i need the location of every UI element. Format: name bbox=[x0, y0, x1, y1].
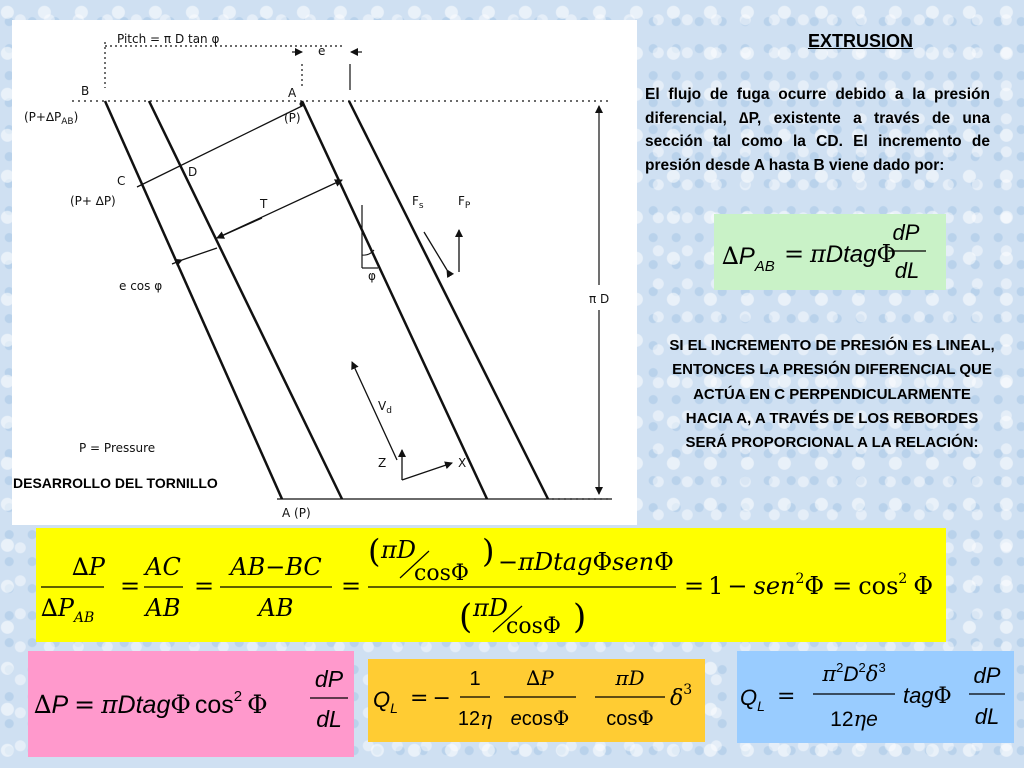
svg-text:cosΦ: cosΦ bbox=[414, 561, 469, 586]
svg-text:∆P=πDtagΦcos2Φ: ∆P = πDtagΦ $\cos^2 \Phi$ bbox=[34, 688, 268, 719]
flight-line bbox=[349, 101, 548, 499]
svg-text:=1−sen2Φ=cos2Φ: = $1 - sen^2\Phi = \cos^2 \Phi$ bbox=[684, 571, 934, 600]
pid-label: π D bbox=[589, 292, 610, 306]
svg-text:AC: AC bbox=[145, 553, 181, 581]
svg-text:1: 1 bbox=[469, 668, 481, 690]
flight-line bbox=[105, 101, 282, 499]
intro-paragraph: El flujo de fuga ocurre debido a la presión diferencial, ∆P, existente a través de una sección tal como la CD. El incremento de presión desde A hasta B viene dado por: bbox=[645, 86, 990, 174]
pitch-label: Pitch = π D tan φ bbox=[117, 32, 220, 46]
pressure-p-label: (P) bbox=[284, 111, 301, 125]
svg-text:πD: πD bbox=[473, 594, 509, 622]
svg-text:=: = bbox=[120, 572, 141, 600]
svg-text:∆PAB: $\Delta P_{AB}$ bbox=[41, 594, 95, 626]
svg-text:=: = bbox=[194, 572, 215, 600]
svg-text:δ3: $\delta^3$ bbox=[670, 682, 693, 711]
svg-text:): ) bbox=[573, 597, 587, 637]
svg-text:=: = bbox=[777, 684, 796, 709]
pressure-ab-label: $(P+\Delta P_{AB})$ bbox=[24, 110, 79, 127]
fs-label: $F_s$ bbox=[412, 194, 424, 211]
svg-text:dP: dP bbox=[314, 666, 344, 692]
svg-text:=: = bbox=[784, 240, 805, 268]
screw-development-diagram bbox=[12, 20, 637, 525]
svg-text:(: ( bbox=[459, 597, 473, 637]
svg-text:dP: dP bbox=[973, 663, 1001, 688]
point-c-label: C bbox=[117, 174, 126, 188]
pressure-dp-label: (P+ ∆P) bbox=[70, 194, 116, 208]
diagram-caption: DESARROLLO DEL TORNILLO bbox=[13, 475, 218, 491]
slide-title: EXTRUSION bbox=[808, 31, 914, 51]
svg-text:12ηe: 12ηe bbox=[830, 707, 878, 731]
ecos-label: e cos φ bbox=[119, 279, 163, 293]
e-dimension-label: e bbox=[318, 44, 326, 58]
svg-text:AB−BC: AB−BC bbox=[230, 553, 322, 581]
ql-leakage-equation-1 bbox=[368, 659, 705, 742]
svg-text:π2D2δ3: $\pi^2D^2\delta^3$ bbox=[822, 660, 886, 686]
svg-text:AB: AB bbox=[145, 594, 181, 622]
svg-text:12η: 12η bbox=[457, 706, 493, 730]
t-label: T bbox=[260, 197, 268, 211]
svg-text:πDtagΦ: πDtagΦ bbox=[810, 240, 897, 268]
svg-text:AB: AB bbox=[258, 594, 294, 622]
svg-text:ecosΦ: ecosΦ bbox=[510, 706, 570, 730]
svg-text:dL: dL bbox=[316, 706, 342, 732]
svg-text:dL: dL bbox=[974, 704, 1000, 729]
svg-text:cosΦ: cosΦ bbox=[506, 614, 561, 639]
svg-text:=: = bbox=[341, 572, 362, 600]
svg-text:∆PAB: $\Delta P_{AB}$ bbox=[722, 242, 775, 275]
flight-line bbox=[302, 101, 487, 499]
flight-line bbox=[149, 101, 342, 499]
vd-label: $V_d$ bbox=[378, 399, 392, 416]
pressure-gradient-equation bbox=[714, 214, 946, 290]
svg-text:cosΦ: cosΦ bbox=[606, 706, 654, 730]
delta-p-symbol: ∆P bbox=[739, 109, 757, 127]
svg-text:πD: πD bbox=[615, 666, 645, 690]
section-cd-line bbox=[137, 106, 302, 187]
phi-label: φ bbox=[368, 269, 376, 283]
svg-text:QL: $Q_L$ bbox=[740, 685, 765, 714]
delta-p-equation bbox=[28, 651, 354, 757]
ql-leakage-equation-2 bbox=[737, 651, 1014, 743]
point-a-label: A bbox=[288, 86, 297, 100]
svg-text:∆P: ∆P bbox=[72, 553, 105, 581]
svg-text:dL: dL bbox=[894, 258, 920, 283]
z-label: Z bbox=[378, 456, 387, 470]
x-label: X bbox=[458, 456, 467, 470]
point-b-label: B bbox=[81, 84, 90, 98]
svg-text:−πDtagΦsenΦ: −πDtagΦsenΦ bbox=[498, 548, 674, 576]
linear-increment-paragraph: SI EL INCREMENTO DE PRESIÓN ES LINEAL, ENTONCES LA PRESIÓN DIFERENCIAL QUE ACTÚA EN C PERPENDICULARMENTE HACIA A, A TRAVÉS DE LOS REBORDES SERÁ PROPORCIONAL A LA RELACIÓN: bbox=[669, 337, 995, 452]
pressure-legend: P = Pressure bbox=[79, 441, 156, 455]
svg-text:dP: dP bbox=[892, 220, 920, 245]
svg-text:πD: πD bbox=[381, 536, 417, 564]
fs-arrow bbox=[424, 232, 447, 270]
svg-text:=−: = − bbox=[410, 686, 451, 711]
point-d-label: D bbox=[188, 165, 198, 179]
svg-text:tagΦ: tagΦ bbox=[903, 683, 952, 709]
svg-text:): ) bbox=[482, 532, 495, 570]
svg-text:(: ( bbox=[368, 532, 381, 570]
ratio-equation bbox=[36, 528, 946, 642]
svg-text:∆P: ∆P bbox=[526, 666, 554, 690]
ap-label: A (P) bbox=[282, 506, 311, 520]
x-axis-arrow bbox=[402, 463, 452, 480]
svg-text:QL: $Q_L$ bbox=[373, 687, 398, 716]
fp-label: $F_P$ bbox=[458, 194, 471, 211]
